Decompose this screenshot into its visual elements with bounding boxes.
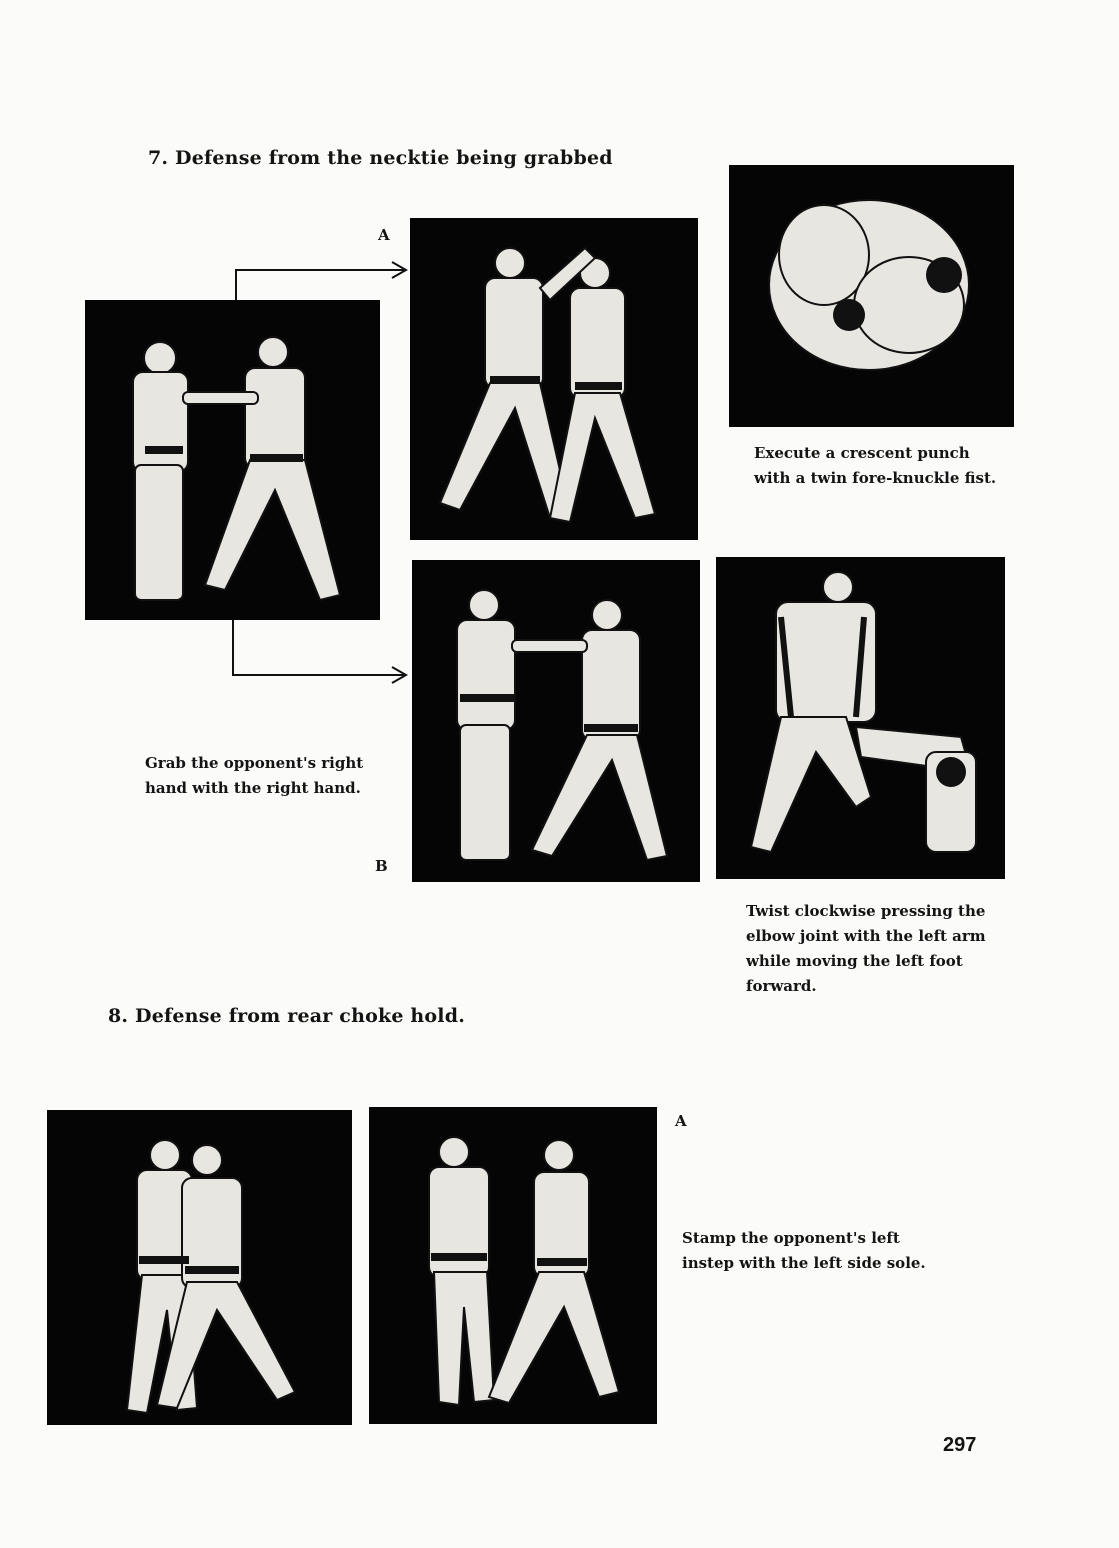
caption-twist-clockwise: Twist clockwise pressing the elbow joint with the left arm while moving the left foot forward. xyxy=(746,902,986,995)
marker-a-sec8: A xyxy=(675,1112,687,1130)
section-8-heading: 8. Defense from rear choke hold. xyxy=(108,1005,466,1027)
marker-a-sec7: A xyxy=(378,226,390,244)
section-7-heading: 7. Defense from the necktie being grabbed xyxy=(148,147,613,169)
photo-rear-choke xyxy=(47,1110,352,1425)
page-number: 297 xyxy=(943,1434,977,1456)
marker-b-sec7: B xyxy=(375,857,388,875)
caption-crescent-punch: Execute a crescent punch with a twin fore-knuckle fist. xyxy=(754,444,997,487)
photo-option-a-step2 xyxy=(729,165,1014,427)
photo-option-b-step2 xyxy=(716,557,1005,879)
caption-stamp-instep: Stamp the opponent's left instep with the left side sole. xyxy=(682,1229,926,1272)
photo-option-b-step1 xyxy=(412,560,700,882)
photo-option-a-step1 xyxy=(410,218,698,540)
photo-stamp-instep xyxy=(369,1107,657,1424)
photo-necktie-grab xyxy=(85,300,380,620)
caption-grab-hand: Grab the opponent's right hand with the right hand. xyxy=(145,754,364,797)
